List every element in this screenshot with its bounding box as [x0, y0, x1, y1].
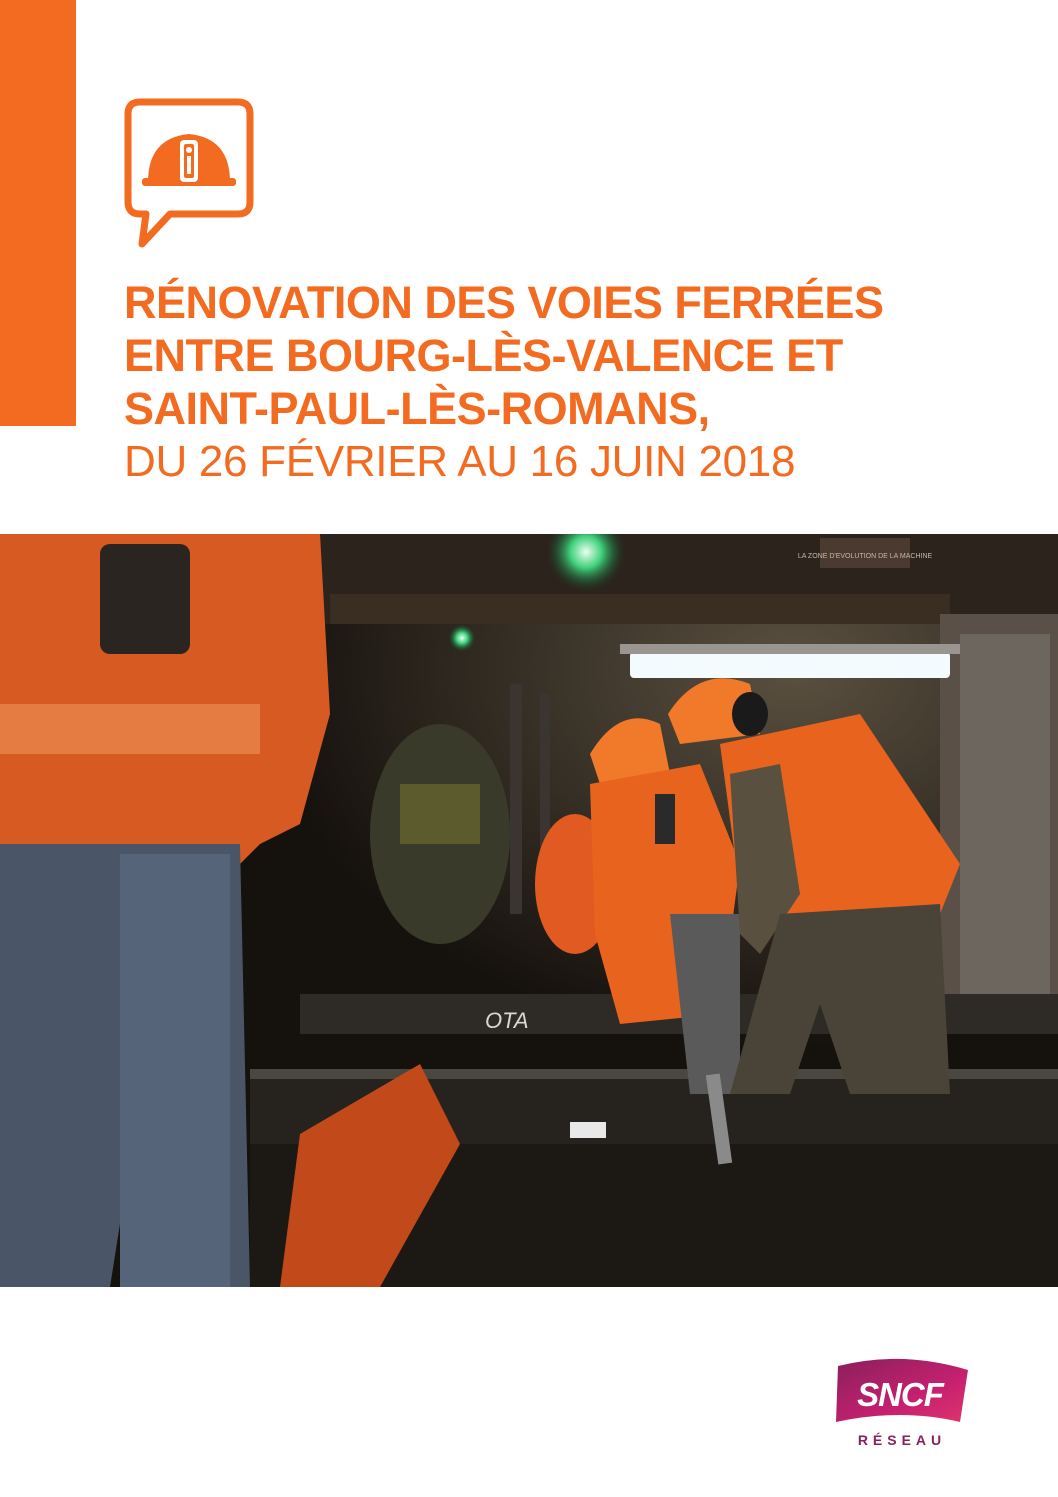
- machine-sign: LA ZONE D'EVOLUTION DE LA MACHINE: [797, 553, 933, 560]
- info-helmet-icon: [124, 98, 254, 250]
- railway-workers-photo: [0, 534, 1058, 1287]
- logo-brand: SNCF: [857, 1376, 943, 1413]
- sncf-reseau-logo: [832, 1356, 972, 1456]
- title-block: [124, 276, 1024, 489]
- title-dates: DU 26 FÉVRIER AU 16 JUIN 2018: [124, 437, 796, 486]
- logo-sub: RÉSEAU: [857, 1432, 947, 1448]
- title-line-2: ENTRE BOURG-LÈS-VALENCE ET: [124, 330, 843, 381]
- title-line-3: SAINT-PAUL-LÈS-ROMANS,: [124, 383, 710, 434]
- title-line-1: RÉNOVATION DES VOIES FERRÉES: [124, 277, 884, 328]
- rail-marking: OTA: [485, 1008, 529, 1033]
- accent-bar: [0, 0, 76, 426]
